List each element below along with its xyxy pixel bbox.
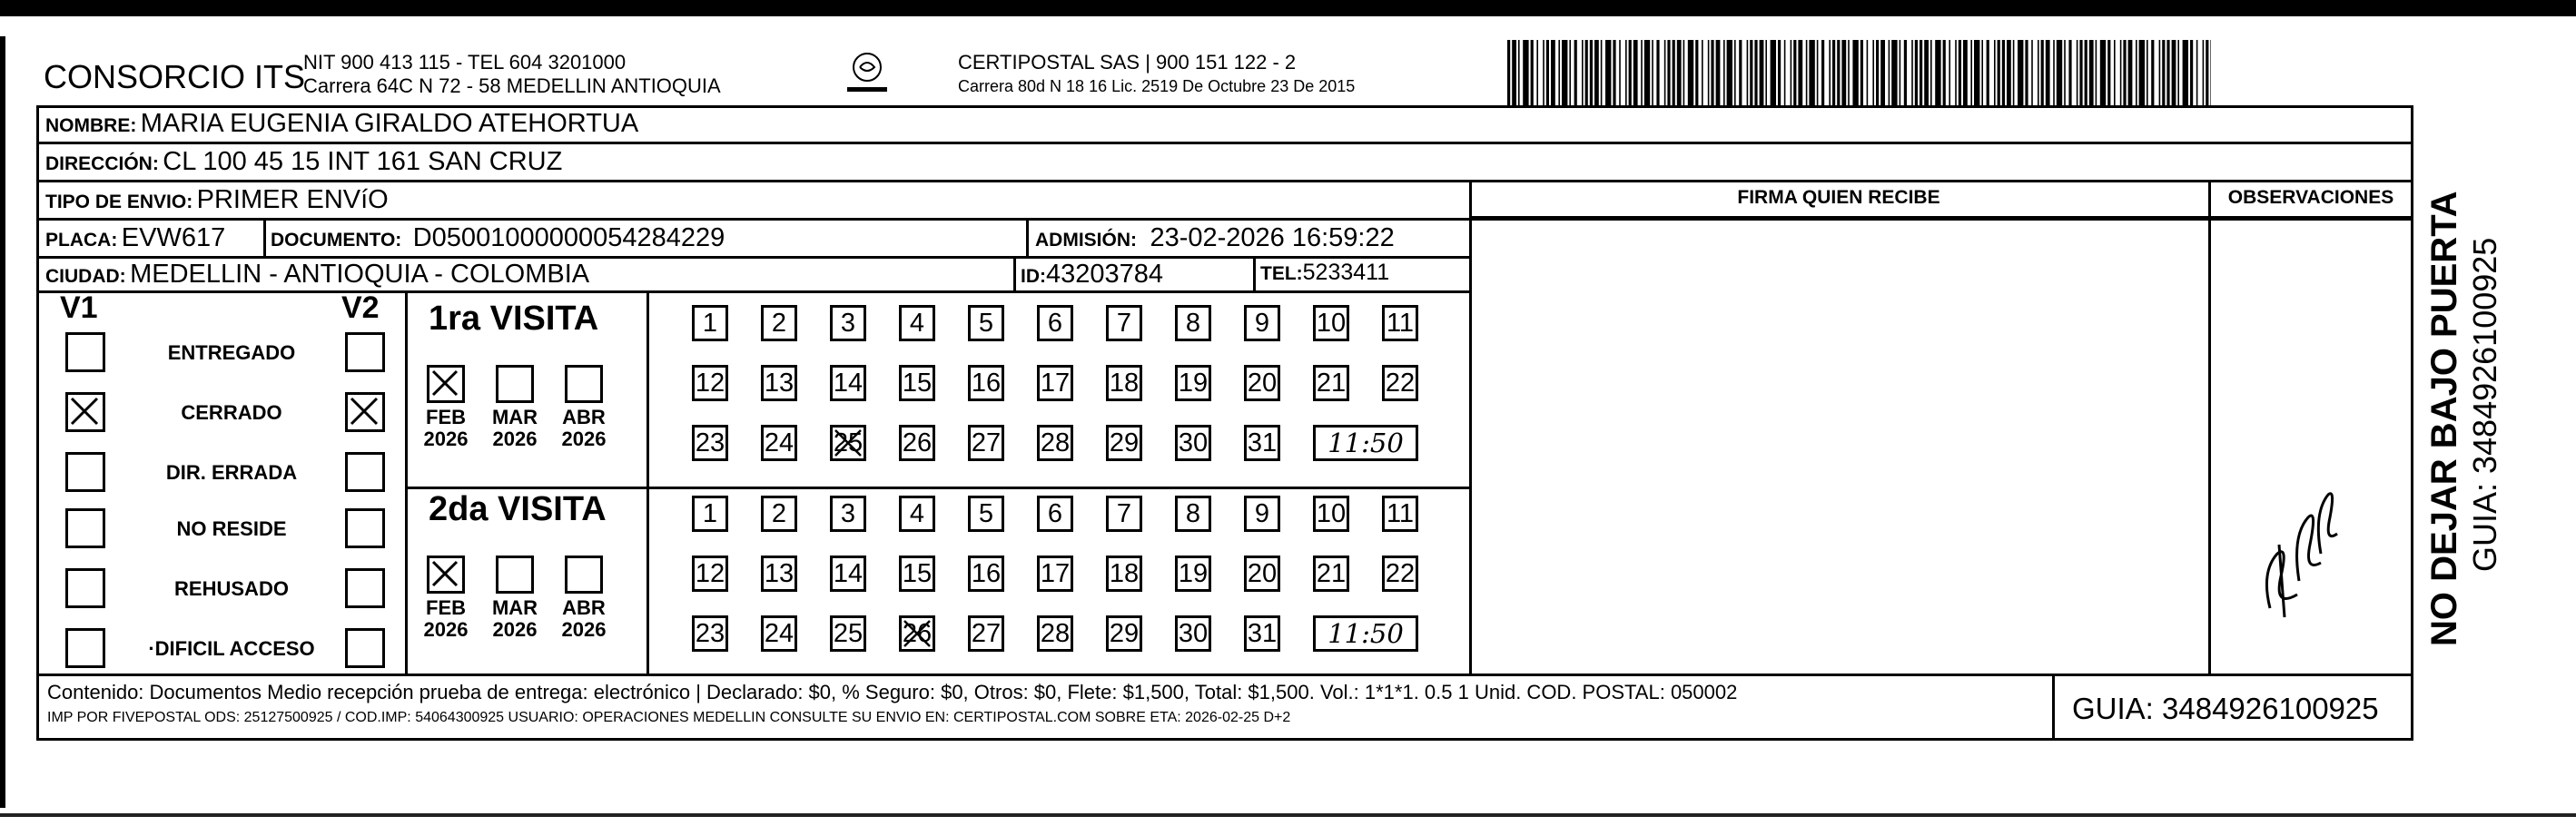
certi-line2: Carrera 80d N 18 16 Lic. 2519 De Octubre 23 De 2015 bbox=[958, 77, 1356, 95]
barcode-bar bbox=[1613, 40, 1615, 105]
day-box[interactable]: 25 bbox=[830, 615, 866, 652]
v2-checkbox[interactable] bbox=[345, 628, 385, 668]
status-label: REHUSADO bbox=[174, 577, 289, 600]
barcode-bar bbox=[1656, 40, 1659, 105]
v1-checkbox[interactable] bbox=[65, 628, 105, 668]
v2-checkbox[interactable] bbox=[345, 452, 385, 492]
day-box[interactable]: 19 bbox=[1175, 556, 1211, 592]
month-label bbox=[420, 407, 471, 450]
month-checkbox[interactable] bbox=[427, 556, 465, 594]
documento-label: DOCUMENTO: bbox=[271, 230, 402, 251]
barcode-bar bbox=[2162, 40, 2165, 105]
barcode-bar bbox=[2123, 40, 2126, 105]
month-label bbox=[489, 407, 540, 450]
day-box[interactable]: 30 bbox=[1175, 615, 1211, 652]
side-guia: GUIA: 3484926100925 bbox=[2466, 237, 2503, 572]
barcode-bar bbox=[2147, 40, 2148, 105]
barcode-bar bbox=[1558, 40, 1560, 105]
day-mark-icon bbox=[899, 615, 935, 652]
v1-checkbox[interactable] bbox=[65, 568, 105, 608]
barcode-bar bbox=[1994, 40, 1996, 105]
month-year: 2026 bbox=[492, 618, 538, 641]
admision-value: 23-02-2026 16:59:22 bbox=[1150, 223, 1395, 252]
day-box[interactable]: 22 bbox=[1382, 365, 1418, 401]
day-box[interactable]: 18 bbox=[1106, 365, 1142, 401]
day-box[interactable]: 20 bbox=[1244, 556, 1280, 592]
barcode-bar bbox=[1974, 40, 1979, 105]
barcode-bar bbox=[1860, 40, 1863, 105]
day-box[interactable]: 30 bbox=[1175, 425, 1211, 461]
barcode-bar bbox=[1750, 40, 1752, 105]
barcode-bar bbox=[2151, 40, 2154, 105]
barcode-bar bbox=[1963, 40, 1968, 105]
nit-line: NIT 900 413 115 - TEL 604 3201000 bbox=[303, 51, 627, 74]
barcode-bar bbox=[2183, 40, 2188, 105]
barcode-bar bbox=[1716, 40, 1721, 105]
month-label bbox=[558, 407, 609, 450]
barcode-bar bbox=[1970, 40, 1972, 105]
v2-checkbox[interactable] bbox=[345, 392, 385, 432]
barcode-bar bbox=[1924, 40, 1929, 105]
month-name: FEB bbox=[426, 406, 466, 428]
barcode-bar bbox=[2107, 40, 2110, 105]
barcode-bar bbox=[1915, 40, 1918, 105]
barcode-bar bbox=[1955, 40, 1957, 105]
barcode-bar bbox=[1518, 40, 1520, 105]
direccion-label: DIRECCIÓN: bbox=[45, 153, 159, 174]
barcode-bar bbox=[2128, 40, 2133, 105]
month-name: ABR bbox=[562, 596, 606, 619]
admision-field bbox=[1035, 223, 1395, 253]
day-box[interactable]: 27 bbox=[968, 425, 1004, 461]
barcode-bar bbox=[1673, 40, 1675, 105]
day-box[interactable]: 2 bbox=[761, 305, 797, 341]
day-box[interactable]: 3 bbox=[830, 305, 866, 341]
status-label: ENTREGADO bbox=[167, 341, 296, 364]
barcode-bar bbox=[1562, 40, 1567, 105]
day-box[interactable]: 1 bbox=[692, 305, 728, 341]
barcode-bar bbox=[1930, 40, 1932, 105]
day-box[interactable]: 5 bbox=[968, 305, 1004, 341]
v1-label: V1 bbox=[60, 290, 98, 325]
documento-value: D05001000000054284229 bbox=[412, 223, 725, 252]
barcode-bar bbox=[1727, 40, 1732, 105]
day-box[interactable]: 13 bbox=[761, 556, 797, 592]
barcode-bar bbox=[1723, 40, 1725, 105]
status-label: CERRADO bbox=[181, 401, 282, 424]
day-box[interactable]: 13 bbox=[761, 365, 797, 401]
month-year: 2026 bbox=[492, 428, 538, 450]
day-box[interactable]: 8 bbox=[1175, 305, 1211, 341]
barcode-bar bbox=[2002, 40, 2005, 105]
nombre-row bbox=[45, 109, 638, 139]
barcode-bar bbox=[1784, 40, 1786, 105]
month-year: 2026 bbox=[423, 618, 469, 641]
barcode-bar bbox=[2038, 40, 2039, 105]
direccion-row bbox=[45, 147, 562, 177]
v2-label: V2 bbox=[341, 290, 380, 325]
left-edge-band bbox=[0, 36, 5, 808]
barcode-bar bbox=[2136, 40, 2137, 105]
barcode-bar bbox=[1644, 40, 1650, 105]
tel-value: 5233411 bbox=[1302, 260, 1390, 285]
barcode-bar bbox=[2057, 40, 2062, 105]
visit-time-box: 11:50 bbox=[1313, 615, 1418, 652]
month-label bbox=[558, 597, 609, 641]
barcode-bar bbox=[1652, 40, 1653, 105]
month-checkbox[interactable] bbox=[496, 365, 534, 403]
certipostal-logo bbox=[840, 47, 894, 102]
day-box[interactable]: 12 bbox=[692, 556, 728, 592]
footer-guia: GUIA: 3484926100925 bbox=[2072, 692, 2379, 725]
day-mark-icon bbox=[830, 425, 866, 461]
barcode-bar bbox=[1739, 40, 1742, 105]
day-box[interactable]: 7 bbox=[1106, 305, 1142, 341]
barcode bbox=[1507, 40, 2211, 105]
barcode-bar bbox=[2172, 40, 2176, 105]
barcode-bar bbox=[2096, 40, 2097, 105]
barcode-bar bbox=[1629, 40, 1632, 105]
tipo-value: PRIMER ENVíO bbox=[196, 185, 389, 214]
barcode-bar bbox=[1582, 40, 1584, 105]
barcode-bar bbox=[2025, 40, 2028, 105]
day-box[interactable]: 17 bbox=[1037, 365, 1073, 401]
barcode-bar bbox=[1641, 40, 1643, 105]
barcode-bar bbox=[1523, 40, 1528, 105]
month-name: ABR bbox=[562, 406, 606, 428]
company-info bbox=[303, 51, 721, 98]
tipo-row bbox=[45, 185, 389, 215]
v1-checkbox[interactable] bbox=[65, 508, 105, 548]
barcode-bar bbox=[2196, 40, 2198, 105]
check-mark-icon bbox=[429, 558, 462, 591]
month-label bbox=[420, 597, 471, 641]
day-box[interactable]: 9 bbox=[1244, 305, 1280, 341]
month-name: MAR bbox=[491, 596, 538, 619]
footer-line1: Contenido: Documentos Medio recepción prueba de entrega: electrónico | Declarado: $0, % Seguro: $0, Otros: $0, Flete: $1,500, Total: $1,500. Vol.: 1*1*1. 0.5 1 Unid. COD. POSTAL: 050002 bbox=[47, 681, 1738, 703]
barcode-bar bbox=[1619, 40, 1621, 105]
barcode-bar bbox=[1920, 40, 1922, 105]
barcode-bar bbox=[2013, 40, 2015, 105]
barcode-bar bbox=[2018, 40, 2023, 105]
barcode-bar bbox=[1695, 40, 1698, 105]
company-name: CONSORCIO ITS bbox=[44, 58, 306, 95]
barcode-bar bbox=[1791, 40, 1792, 105]
barcode-bar bbox=[1891, 40, 1897, 105]
day-box[interactable]: 25 bbox=[830, 425, 866, 461]
barcode-bar bbox=[1507, 40, 1510, 105]
barcode-bar bbox=[1760, 40, 1764, 105]
barcode-bar bbox=[1900, 40, 1901, 105]
barcode-bar bbox=[1708, 40, 1710, 105]
check-mark-icon bbox=[348, 395, 382, 429]
barcode-bar bbox=[2046, 40, 2050, 105]
id-field bbox=[1021, 260, 1163, 290]
month-name: FEB bbox=[426, 596, 466, 619]
placa-label: PLACA: bbox=[45, 230, 118, 251]
day-box[interactable]: 10 bbox=[1313, 496, 1349, 532]
day-box[interactable]: 28 bbox=[1037, 615, 1073, 652]
day-box[interactable]: 6 bbox=[1037, 305, 1073, 341]
ciudad-label: CIUDAD: bbox=[45, 266, 126, 287]
barcode-bar bbox=[2031, 40, 2033, 105]
barcode-bar bbox=[1981, 40, 1983, 105]
day-box[interactable]: 20 bbox=[1244, 365, 1280, 401]
barcode-bar bbox=[2077, 40, 2078, 105]
status-label: DIR. ERRADA bbox=[165, 461, 298, 484]
barcode-bar bbox=[1664, 40, 1666, 105]
month-year: 2026 bbox=[423, 428, 469, 450]
barcode-bar bbox=[1702, 40, 1703, 105]
first-visit-title: 1ra VISITA bbox=[429, 300, 599, 338]
day-box[interactable]: 23 bbox=[692, 425, 728, 461]
day-box[interactable]: 4 bbox=[899, 496, 935, 532]
v2-checkbox[interactable] bbox=[345, 332, 385, 372]
barcode-bar bbox=[2159, 40, 2161, 105]
day-box[interactable]: 12 bbox=[692, 365, 728, 401]
day-box[interactable]: 24 bbox=[761, 425, 797, 461]
day-box[interactable]: 7 bbox=[1106, 496, 1142, 532]
v2-checkbox[interactable] bbox=[345, 508, 385, 548]
barcode-bar bbox=[1817, 40, 1819, 105]
ciudad-field bbox=[45, 260, 589, 290]
day-box[interactable]: 2 bbox=[761, 496, 797, 532]
day-box[interactable]: 14 bbox=[830, 556, 866, 592]
barcode-bar bbox=[1754, 40, 1757, 105]
day-box[interactable]: 29 bbox=[1106, 615, 1142, 652]
barcode-bar bbox=[1832, 40, 1835, 105]
barcode-bar bbox=[1841, 40, 1846, 105]
barcode-bar bbox=[2064, 40, 2066, 105]
direccion-value: CL 100 45 15 INT 161 SAN CRUZ bbox=[163, 147, 563, 176]
bottom-edge-line bbox=[0, 813, 2576, 817]
v2-checkbox[interactable] bbox=[345, 568, 385, 608]
day-box[interactable]: 16 bbox=[968, 365, 1004, 401]
day-box[interactable]: 23 bbox=[692, 615, 728, 652]
barcode-bar bbox=[2177, 40, 2179, 105]
day-box[interactable]: 6 bbox=[1037, 496, 1073, 532]
barcode-bar bbox=[1876, 40, 1879, 105]
barcode-bar bbox=[1677, 40, 1682, 105]
day-box[interactable]: 26 bbox=[899, 615, 935, 652]
barcode-bar bbox=[1667, 40, 1670, 105]
day-box[interactable]: 17 bbox=[1037, 556, 1073, 592]
day-box[interactable]: 21 bbox=[1313, 556, 1349, 592]
day-box[interactable]: 4 bbox=[899, 305, 935, 341]
day-box[interactable]: 14 bbox=[830, 365, 866, 401]
day-box[interactable]: 9 bbox=[1244, 496, 1280, 532]
v1-checkbox[interactable] bbox=[65, 332, 105, 372]
barcode-bar bbox=[1765, 40, 1767, 105]
v1-checkbox[interactable] bbox=[65, 452, 105, 492]
visit-time-box: 11:50 bbox=[1313, 425, 1418, 461]
month-name: MAR bbox=[491, 406, 538, 428]
barcode-bar bbox=[1512, 40, 1516, 105]
barcode-bar bbox=[2120, 40, 2122, 105]
barcode-bar bbox=[1734, 40, 1736, 105]
barcode-bar bbox=[1872, 40, 1874, 105]
check-mark-icon bbox=[429, 368, 462, 400]
second-visit-title: 2da VISITA bbox=[429, 490, 607, 528]
observaciones-header: OBSERVACIONES bbox=[2227, 187, 2394, 208]
month-year: 2026 bbox=[561, 428, 607, 450]
barcode-bar bbox=[2203, 40, 2205, 105]
nombre-value: MARIA EUGENIA GIRALDO ATEHORTUA bbox=[140, 109, 639, 138]
side-title: NO DEJAR BAJO PUERTA bbox=[2424, 191, 2464, 646]
day-box[interactable]: 5 bbox=[968, 496, 1004, 532]
placa-value: EVW617 bbox=[121, 223, 226, 252]
day-box[interactable]: 18 bbox=[1106, 556, 1142, 592]
day-box[interactable]: 31 bbox=[1244, 615, 1280, 652]
barcode-bar bbox=[1531, 40, 1534, 105]
barcode-bar bbox=[1747, 40, 1749, 105]
barcode-bar bbox=[1837, 40, 1840, 105]
barcode-bar bbox=[2166, 40, 2169, 105]
barcode-bar bbox=[1688, 40, 1693, 105]
barcode-bar bbox=[1829, 40, 1831, 105]
barcode-bar bbox=[1848, 40, 1850, 105]
barcode-bar bbox=[1590, 40, 1593, 105]
barcode-bar bbox=[2079, 40, 2082, 105]
day-box[interactable]: 24 bbox=[761, 615, 797, 652]
address-line: Carrera 64C N 72 - 58 MEDELLIN ANTIOQUIA bbox=[303, 74, 721, 97]
barcode-bar bbox=[1778, 40, 1781, 105]
barcode-bar bbox=[2210, 40, 2211, 105]
barcode-bar bbox=[2206, 40, 2208, 105]
barcode-bar bbox=[1793, 40, 1796, 105]
day-box[interactable]: 11 bbox=[1382, 305, 1418, 341]
day-box[interactable]: 11 bbox=[1382, 496, 1418, 532]
barcode-bar bbox=[1569, 40, 1571, 105]
tipo-label: TIPO DE ENVIO: bbox=[45, 192, 193, 212]
barcode-bar bbox=[1574, 40, 1577, 105]
day-box[interactable]: 21 bbox=[1313, 365, 1349, 401]
footer-line2: IMP POR FIVEPOSTAL ODS: 25127500925 / COD.IMP: 54064300925 USUARIO: OPERACIONES MEDELLIN CONSULTE SU ENVIO EN: CERTIPOSTAL.COM SOBRE ETA: 2026-02-25 D+2 bbox=[47, 710, 1291, 725]
barcode-bar bbox=[2089, 40, 2094, 105]
day-box[interactable]: 15 bbox=[899, 556, 935, 592]
day-box[interactable]: 10 bbox=[1313, 305, 1349, 341]
documento-field bbox=[271, 223, 725, 253]
barcode-bar bbox=[1601, 40, 1603, 105]
certipostal-info bbox=[958, 51, 1355, 98]
barcode-bar bbox=[1585, 40, 1588, 105]
barcode-bar bbox=[1683, 40, 1685, 105]
barcode-bar bbox=[2068, 40, 2071, 105]
certi-line1: CERTIPOSTAL SAS | 900 151 122 - 2 bbox=[958, 51, 1297, 74]
id-label: ID: bbox=[1021, 266, 1046, 287]
firma-header: FIRMA QUIEN RECIBE bbox=[1737, 187, 1940, 208]
barcode-bar bbox=[1935, 40, 1940, 105]
barcode-bar bbox=[1943, 40, 1946, 105]
month-checkbox[interactable] bbox=[427, 365, 465, 403]
day-box[interactable]: 31 bbox=[1244, 425, 1280, 461]
v1-checkbox[interactable] bbox=[65, 392, 105, 432]
barcode-bar bbox=[1711, 40, 1713, 105]
signature bbox=[2234, 427, 2361, 635]
day-box[interactable]: 28 bbox=[1037, 425, 1073, 461]
day-box[interactable]: 1 bbox=[692, 496, 728, 532]
barcode-bar bbox=[1998, 40, 2000, 105]
tel-label: TEL: bbox=[1260, 263, 1303, 284]
barcode-bar bbox=[1880, 40, 1885, 105]
day-box[interactable]: 15 bbox=[899, 365, 935, 401]
month-checkbox[interactable] bbox=[565, 556, 603, 594]
tel-field bbox=[1260, 260, 1389, 286]
day-box[interactable]: 3 bbox=[830, 496, 866, 532]
status-label: NO RESIDE bbox=[176, 517, 287, 540]
admision-label: ADMISIÓN: bbox=[1035, 230, 1137, 251]
barcode-bar bbox=[1551, 40, 1555, 105]
barcode-bar bbox=[2007, 40, 2011, 105]
barcode-bar bbox=[1536, 40, 1538, 105]
barcode-bar bbox=[1798, 40, 1802, 105]
barcode-bar bbox=[1911, 40, 1913, 105]
month-year: 2026 bbox=[561, 618, 607, 641]
barcode-bar bbox=[1546, 40, 1549, 105]
day-box[interactable]: 26 bbox=[899, 425, 935, 461]
day-box[interactable]: 16 bbox=[968, 556, 1004, 592]
day-box[interactable]: 8 bbox=[1175, 496, 1211, 532]
barcode-bar bbox=[1809, 40, 1814, 105]
barcode-bar bbox=[1959, 40, 1961, 105]
barcode-bar bbox=[1949, 40, 1950, 105]
barcode-bar bbox=[2139, 40, 2145, 105]
day-box[interactable]: 29 bbox=[1106, 425, 1142, 461]
barcode-bar bbox=[1605, 40, 1611, 105]
barcode-bar bbox=[1806, 40, 1808, 105]
day-box[interactable]: 22 bbox=[1382, 556, 1418, 592]
barcode-bar bbox=[2114, 40, 2116, 105]
top-black-band bbox=[0, 0, 2576, 16]
day-box[interactable]: 19 bbox=[1175, 365, 1211, 401]
barcode-bar bbox=[2190, 40, 2193, 105]
barcode-bar bbox=[1852, 40, 1858, 105]
placa-field bbox=[45, 223, 225, 253]
month-checkbox[interactable] bbox=[496, 556, 534, 594]
check-mark-icon bbox=[68, 395, 103, 429]
barcode-bar bbox=[1594, 40, 1599, 105]
barcode-bar bbox=[1904, 40, 1907, 105]
ciudad-value: MEDELLIN - ANTIOQUIA - COLOMBIA bbox=[130, 260, 590, 289]
barcode-bar bbox=[2100, 40, 2106, 105]
id-value: 43203784 bbox=[1046, 260, 1164, 289]
barcode-bar bbox=[2041, 40, 2044, 105]
day-box[interactable]: 27 bbox=[968, 615, 1004, 652]
status-label: ·DIFICIL ACCESO bbox=[148, 637, 315, 660]
barcode-bar bbox=[1543, 40, 1545, 105]
month-checkbox[interactable] bbox=[565, 365, 603, 403]
nombre-label: NOMBRE: bbox=[45, 115, 137, 136]
barcode-bar bbox=[1633, 40, 1638, 105]
barcode-bar bbox=[1867, 40, 1869, 105]
barcode-bar bbox=[1987, 40, 1989, 105]
barcode-bar bbox=[1625, 40, 1627, 105]
barcode-bar bbox=[2053, 40, 2055, 105]
barcode-bar bbox=[1771, 40, 1776, 105]
barcode-bar bbox=[1889, 40, 1890, 105]
barcode-bar bbox=[1821, 40, 1824, 105]
month-label bbox=[489, 597, 540, 641]
barcode-bar bbox=[2085, 40, 2087, 105]
